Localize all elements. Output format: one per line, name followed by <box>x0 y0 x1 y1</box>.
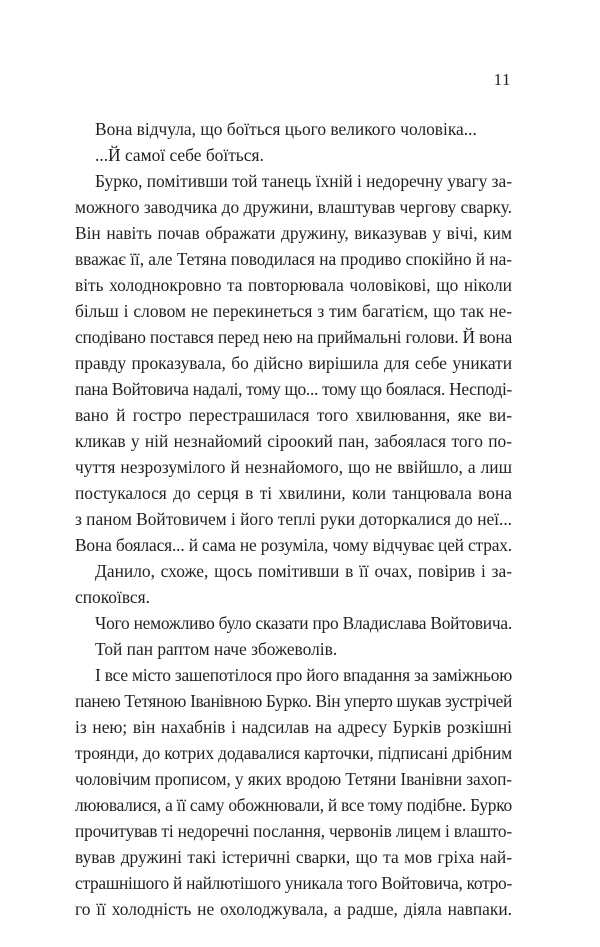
text-line: вано й гостро перестрашилася того хвилювання, яке ви- <box>75 405 512 425</box>
text-line: із нею; він нахабнів і надсилав на адресу Бурків розкішні <box>75 717 512 737</box>
text-line: віть холоднокровно та повторювала чоловікові, що ніколи <box>75 275 512 295</box>
text-line: більш і словом не перекинеться з тим багатієм, що так не- <box>75 301 512 321</box>
text-line: Вона відчула, що боїться цього великого чоловіка... <box>95 119 477 139</box>
text-line: з паном Войтовичем і його теплі руки доторкалися до неї... <box>75 509 512 529</box>
text-line: Той пан раптом наче збожеволів. <box>95 639 338 659</box>
page-number: 11 <box>493 70 511 89</box>
text-line: страшнішого й найлютішого уникала того Войтовича, котро- <box>75 873 512 893</box>
text-line: люювалися, а її саму обожнювали, й все тому подібне. Бурко <box>75 795 512 815</box>
text-line: кликав у ній незнайомий сіроокий пан, забоялася того по- <box>75 431 512 451</box>
text-line: правду проказувала, бо дійсно вирішила для себе уникати <box>75 353 512 373</box>
text-line: Вона боялася... й сама не розуміла, чому відчуває цей страх. <box>75 535 512 555</box>
text-line: панею Тетяною Іванівною Бурко. Він уперто шукав зустрічей <box>75 691 512 711</box>
text-line: пана Войтовича надалі, тому що... тому що боялася. Несподі- <box>75 379 512 399</box>
text-line: го її холодність не охолоджувала, а радше, діяла навпаки. <box>75 899 512 919</box>
text-line: можного заводчика до дружини, влаштував чергову сварку. <box>75 197 512 217</box>
text-line: спокоївся. <box>75 587 150 607</box>
text-line: І все місто зашепотілося про його впадання за заміжньою <box>95 665 512 685</box>
text-line: вував дружині такі істеричні сварки, що та мов гріха най- <box>75 847 512 867</box>
text-line: сподівано постався перед нею на приймальні голови. Й вона <box>75 327 512 347</box>
text-line: чоловічим прописом, у яких вродою Тетяни Іванівни захоп- <box>75 769 512 789</box>
text-line: Данило, схоже, щось помітивши в її очах, повірив і за- <box>95 561 512 581</box>
text-line: прочитував ті недоречні послання, червонів лицем і влашто- <box>75 821 512 841</box>
text-line: чуття незрозумілого й незнайомого, що не ввійшло, а лиш <box>75 457 512 477</box>
text-line: Чого неможливо було сказати про Владислава Войтовича. <box>95 613 512 633</box>
text-line: вважає її, але Тетяна поводилася на продиво спокійно й на- <box>75 249 512 269</box>
text-line: постукалося до серця в ті хвилини, коли танцювала вона <box>75 483 512 503</box>
body-text <box>75 116 512 922</box>
text-line: Він навіть почав ображати дружину, виказував у вічі, ким <box>75 223 512 243</box>
text-line: ...Й самої себе боїться. <box>95 145 264 165</box>
text-line: троянди, до котрих додавалися карточки, підписані дрібним <box>75 743 512 763</box>
text-line: Бурко, помітивши той танець їхній і недоречну увагу за- <box>95 171 512 191</box>
